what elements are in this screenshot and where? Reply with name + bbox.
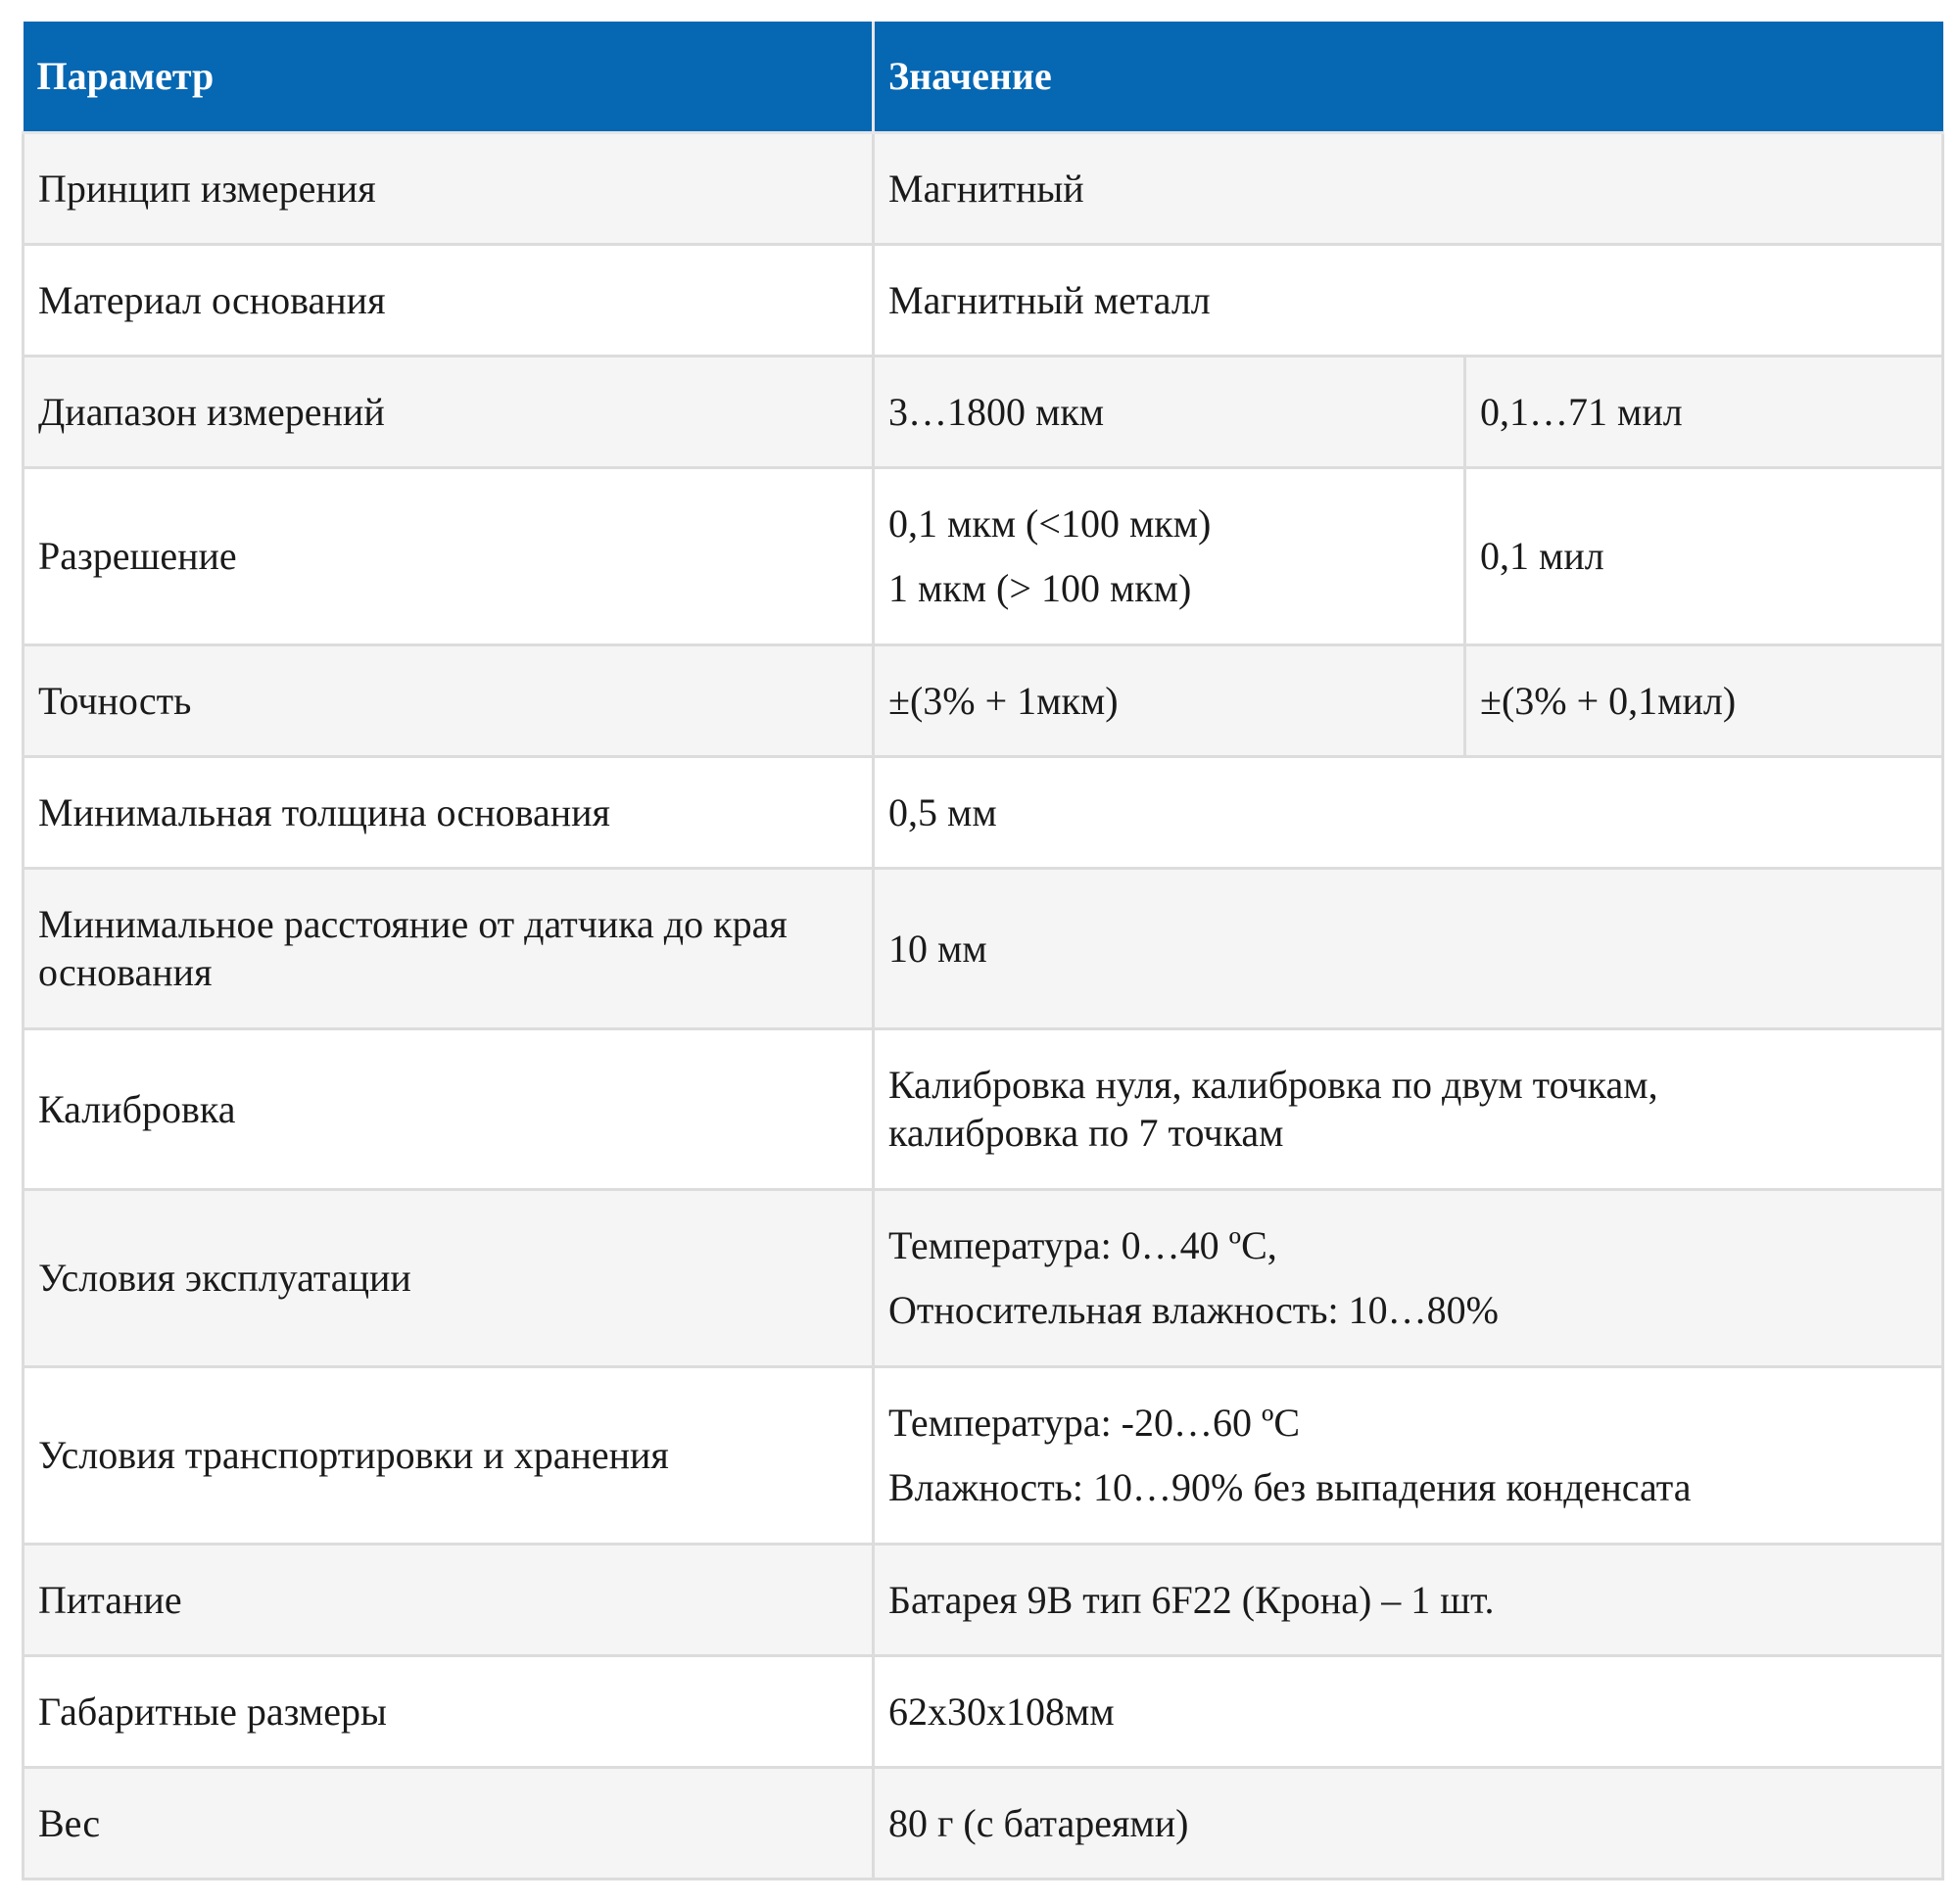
row-label: Вес: [24, 1768, 874, 1880]
row-value: 10 мм: [874, 869, 1943, 1029]
table-row-storage: [24, 1367, 1943, 1545]
table-row-power: [24, 1545, 1943, 1656]
row-label: Точность: [24, 645, 874, 757]
table-row-principle: [24, 133, 1943, 245]
value-line: Влажность: 10…90% без выпадения конденсата: [888, 1465, 1692, 1509]
row-value-imperial: ±(3% + 0,1мил): [1465, 645, 1943, 757]
row-label: Минимальное расстояние от датчика до края основания: [24, 869, 874, 1029]
header-param: Параметр: [24, 22, 874, 133]
row-value: Магнитный металл: [874, 245, 1943, 357]
table-row-resolution: [24, 468, 1943, 645]
row-value: Батарея 9В тип 6F22 (Крона) – 1 шт.: [874, 1545, 1943, 1656]
row-label: Диапазон измерений: [24, 357, 874, 468]
value-line: Относительная влажность: 10…80%: [888, 1288, 1499, 1332]
table-row-material: [24, 245, 1943, 357]
row-value: 0,5 мм: [874, 757, 1943, 869]
row-value-imperial: 0,1 мил: [1465, 468, 1943, 645]
row-label: Калибровка: [24, 1029, 874, 1190]
row-value: Калибровка нуля, калибровка по двум точкам, калибровка по 7 точкам: [874, 1029, 1943, 1190]
header-value: Значение: [874, 22, 1943, 133]
row-value-metric: 3…1800 мкм: [874, 357, 1465, 468]
row-value: Магнитный: [874, 133, 1943, 245]
row-label: Материал основания: [24, 245, 874, 357]
row-value-metric: ±(3% + 1мкм): [874, 645, 1465, 757]
value-line: Температура: -20…60 ºС: [888, 1401, 1301, 1445]
table-row-range: [24, 357, 1943, 468]
row-value: [874, 1190, 1943, 1367]
table-header-row: [24, 22, 1943, 133]
value-line: 1 мкм (> 100 мкм): [888, 566, 1192, 610]
row-label: Разрешение: [24, 468, 874, 645]
row-label: Питание: [24, 1545, 874, 1656]
row-label: Габаритные размеры: [24, 1656, 874, 1768]
value-line: Температура: 0…40 ºС,: [888, 1223, 1277, 1267]
row-value: 62x30x108мм: [874, 1656, 1943, 1768]
table-row-weight: [24, 1768, 1943, 1880]
row-label: Условия транспортировки и хранения: [24, 1367, 874, 1545]
row-label: Условия эксплуатации: [24, 1190, 874, 1367]
row-label: Принцип измерения: [24, 133, 874, 245]
table-row-accuracy: [24, 645, 1943, 757]
row-label: Минимальная толщина основания: [24, 757, 874, 869]
table-row-min-thickness: [24, 757, 1943, 869]
row-value: 80 г (с батареями): [874, 1768, 1943, 1880]
row-value-metric: [874, 468, 1465, 645]
table-row-operating: [24, 1190, 1943, 1367]
table-row-min-distance: [24, 869, 1943, 1029]
table-row-calibration: [24, 1029, 1943, 1190]
row-value-imperial: 0,1…71 мил: [1465, 357, 1943, 468]
value-line: 0,1 мкм (<100 мкм): [888, 501, 1212, 546]
table-row-dimensions: [24, 1656, 1943, 1768]
spec-table: [22, 22, 1944, 1880]
row-value: [874, 1367, 1943, 1545]
